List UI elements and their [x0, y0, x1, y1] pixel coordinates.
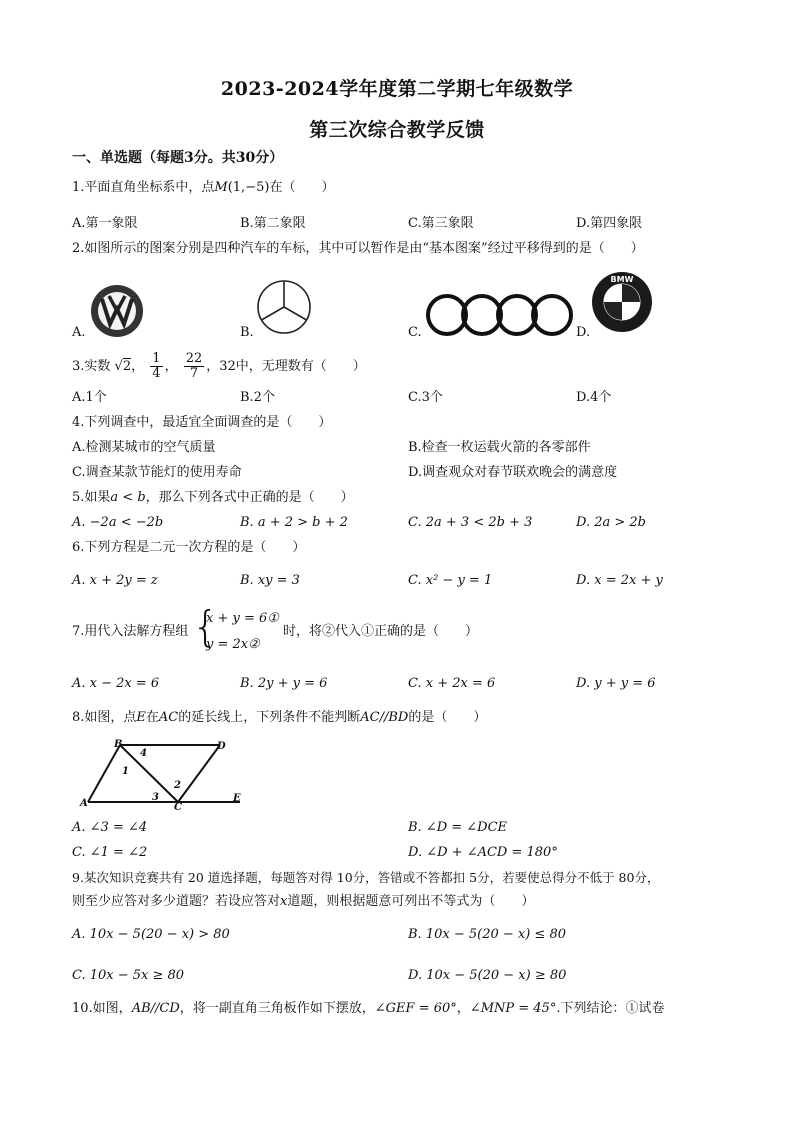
q5-option-b: B. a + 2 > b + 2 [240, 515, 348, 530]
q2-stem: 2.如图所示的图案分别是四种汽车的车标，其中可以暂作是由“基本图案”经过平移得到的是（ ） [72, 241, 644, 256]
q1-option-d: D.第四象限 [576, 216, 643, 231]
q4-stem: 4.下列调查中，最适宜全面调查的是（ ） [72, 415, 332, 430]
q8-label-b: B [114, 739, 123, 750]
vw-logo-icon [88, 282, 146, 340]
q6-option-a: A. x + 2y = z [72, 573, 158, 588]
exam-title: 2023-2024学年度第二学期七年级数学 [220, 78, 574, 100]
q2-option-a: A. [72, 325, 86, 340]
q5-option-a: A. −2a < −2b [72, 515, 164, 530]
q1-option-b: B.第二象限 [240, 216, 306, 231]
q3-option-b: B.2个 [240, 390, 275, 405]
q7-option-a: A. x − 2x = 6 [72, 676, 160, 691]
q9-stem-line1: 9.某次知识竞赛共有 20 道选择题，每题答对得 10分，答错或不答都扣 5分，若要使总得分不低于 80分， [72, 870, 660, 885]
q1-stem: 1.平面直角坐标系中，点M(1,−5)在（ ） [72, 180, 335, 195]
q3-fraction-2: $\frac{22}{7}$ [185, 351, 203, 381]
q8-option-a: A. ∠3 = ∠4 [72, 820, 148, 835]
q8-label-e: E [233, 793, 241, 804]
q8-label-c: C [174, 802, 182, 810]
q8-angle-4: 4 [140, 748, 147, 759]
q8-option-d: D. ∠D + ∠ACD = 180° [408, 845, 558, 860]
q8-angle-2: 2 [174, 780, 181, 791]
q6-option-d: D. x = 2x + y [576, 573, 663, 588]
q5-option-d: D. 2a > 2b [576, 515, 646, 530]
q7-stem-b: 时，将②代入①正确的是（ ） [283, 624, 479, 639]
q7-stem-a: 7.用代入法解方程组 [72, 624, 189, 639]
q8-figure [78, 738, 250, 810]
q8-option-c: C. ∠1 = ∠2 [72, 845, 148, 860]
q4-option-b: B.检查一枚运载火箭的各零部件 [408, 440, 591, 455]
q6-option-c: C. x² − y = 1 [408, 573, 493, 588]
q3-stem: 3.实数 √2， $\frac{1}{4}$ ， $\frac{22}{7}$ ，32中，无理数有（ ） [72, 351, 366, 381]
audi-logo-icon [424, 293, 576, 337]
q2-option-c: C. [408, 325, 422, 340]
q9-option-d: D. 10x − 5(20 − x) ≥ 80 [408, 968, 567, 983]
q6-option-b: B. xy = 3 [240, 573, 300, 588]
q10-stem: 10.如图，AB//CD，将一副直角三角板作如下摆放，∠GEF = 60°，∠MNP = 45°.下列结论：①试卷 [72, 1001, 665, 1016]
q7-eq1: x + y = 6① [206, 611, 279, 626]
q4-option-d: D.调查观众对春节联欢晚会的满意度 [408, 465, 618, 480]
q4-option-a: A.检测某城市的空气质量 [72, 440, 216, 455]
q5-option-c: C. 2a + 3 < 2b + 3 [408, 515, 533, 530]
q7-eq2: y = 2x② [206, 637, 260, 652]
q7-option-c: C. x + 2x = 6 [408, 676, 496, 691]
q8-label-d: D [217, 741, 226, 752]
q9-stem-line2: 则至少应答对多少道题？若设应答对x道题，则根据题意可列出不等式为（ ） [72, 894, 535, 909]
q9-option-a: A. 10x − 5(20 − x) > 80 [72, 927, 230, 942]
q8-label-a: A [80, 798, 88, 809]
q4-option-c: C.调查某款节能灯的使用寿命 [72, 465, 242, 480]
bmw-logo-icon [590, 270, 654, 334]
section-heading: 一、单选题（每题3分。共30分） [72, 150, 284, 166]
q8-angle-3: 3 [152, 792, 159, 803]
q8-angle-1: 1 [122, 766, 129, 777]
q3-option-a: A.1个 [72, 390, 107, 405]
q7-option-b: B. 2y + y = 6 [240, 676, 328, 691]
q2-option-b: B. [240, 325, 254, 340]
q6-stem: 6.下列方程是二元一次方程的是（ ） [72, 540, 306, 555]
q7-brace: { [192, 602, 219, 651]
q9-option-c: C. 10x − 5x ≥ 80 [72, 968, 185, 983]
q3-option-d: D.4个 [576, 390, 612, 405]
q3-option-c: C.3个 [408, 390, 443, 405]
exam-subtitle: 第三次综合教学反馈 [309, 119, 485, 141]
q5-stem: 5.如果a < b，那么下列各式中正确的是（ ） [72, 490, 354, 505]
q8-stem: 8.如图，点E在AC的延长线上，下列条件不能判断AC//BD的是（ ） [72, 710, 487, 725]
q9-option-b: B. 10x − 5(20 − x) ≤ 80 [408, 927, 566, 942]
mercedes-logo-icon [255, 278, 313, 336]
q2-option-d: D. [576, 325, 591, 340]
q1-option-a: A.第一象限 [72, 216, 138, 231]
bmw-logo-letters: BMW [610, 275, 634, 284]
q7-option-d: D. y + y = 6 [576, 676, 656, 691]
q1-option-c: C.第三象限 [408, 216, 474, 231]
q8-option-b: B. ∠D = ∠DCE [408, 820, 508, 835]
q3-fraction-1: $\frac{1}{4}$ [152, 351, 161, 381]
